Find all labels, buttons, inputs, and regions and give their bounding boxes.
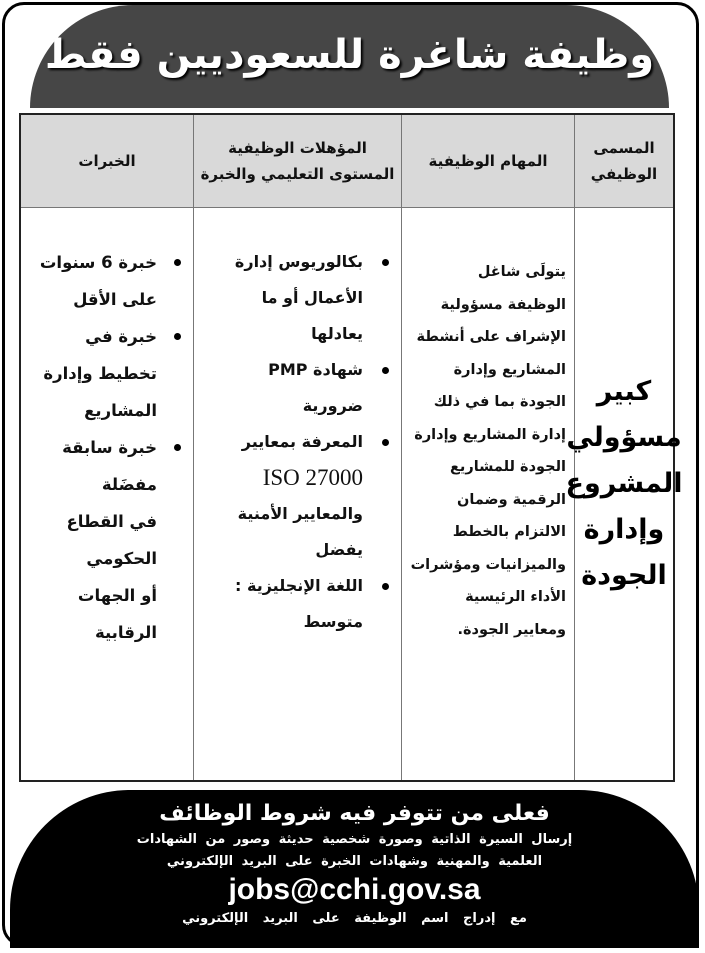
column-header-job-title — [574, 115, 673, 208]
task-line: يتولَى شاغل — [477, 264, 566, 280]
job-title-cell — [565, 208, 683, 780]
experience-line: في القطاع — [66, 512, 157, 531]
task-line: المشاريع وإدارة — [453, 361, 566, 378]
qualification-line: يعادلها — [311, 324, 363, 343]
bullet-icon — [382, 259, 389, 266]
qualification-item — [194, 568, 401, 640]
experience-line: الرقابية — [94, 623, 157, 642]
qualification-line: ISO 27000 — [262, 465, 363, 490]
tasks-cell — [401, 208, 574, 780]
header-text: المؤهلات الوظيفية — [228, 139, 367, 157]
qualification-line: المعرفة بمعايير — [241, 432, 363, 451]
experience-line: مفضَلة — [101, 475, 157, 494]
experience-line: على الأقل — [73, 290, 157, 309]
qualification-item — [194, 244, 401, 352]
task-line: الجودة بما في ذلك — [433, 394, 566, 410]
experience-cell — [21, 208, 193, 780]
qualification-line: يفضل — [315, 540, 363, 559]
contact-email[interactable]: jobs@cchi.gov.sa — [228, 873, 481, 906]
qualification-line: الأعمال أو ما — [261, 288, 363, 307]
task-line: الالتزام بالخطط — [452, 524, 566, 540]
experience-item — [21, 429, 193, 651]
bullet-icon — [174, 444, 181, 451]
qualification-item — [194, 424, 401, 568]
qualification-line: متوسط — [303, 612, 363, 631]
experience-line: المشاريع — [84, 401, 157, 420]
experience-line: خبرة في — [85, 327, 157, 346]
bullet-icon — [174, 259, 181, 266]
job-title-line: المشروع — [565, 468, 683, 499]
header-text: المسمى — [593, 139, 655, 157]
qualifications-cell — [193, 208, 401, 780]
qualification-item — [194, 352, 401, 424]
task-line: والميزانيات ومؤشرات — [410, 556, 566, 573]
experience-line: أو الجهات — [77, 586, 157, 605]
job-title-line: مسؤولي — [566, 422, 682, 453]
task-line: الأداء الرئيسية — [465, 589, 566, 605]
qualification-line: شهادة PMP — [268, 360, 363, 379]
title-banner — [30, 5, 669, 108]
task-line: الوظيفة مسؤولية — [440, 296, 566, 313]
call-to-action: فعلى من تتوفر فيه شروط الوظائف — [159, 801, 550, 826]
qualification-line: والمعايير الأمنية — [237, 504, 363, 523]
task-line: إدارة المشاريع وإدارة — [414, 426, 566, 443]
job-title-line: كبير — [596, 376, 652, 407]
job-table — [19, 113, 683, 782]
bullet-icon — [174, 333, 181, 340]
experience-line: الحكومي — [86, 549, 157, 568]
experience-line: تخطيط وإدارة — [43, 364, 157, 383]
column-header-experience — [21, 115, 193, 208]
experience-item — [21, 318, 193, 429]
job-title-line: الجودة — [581, 560, 667, 591]
job-title-line: وإدارة — [583, 514, 665, 545]
instructions-line-1: إرسال السيرة الذاتية وصورة شخصية حديثة وصور من الشهادات — [136, 832, 573, 847]
qualification-line: بكالوريوس إدارة — [234, 252, 363, 271]
task-line: الرقمية وضمان — [457, 491, 566, 508]
column-header-qualifications — [193, 115, 401, 208]
task-line: ومعايير الجودة. — [457, 621, 566, 638]
header-text: الخبرات — [78, 152, 136, 170]
column-header-tasks — [401, 115, 574, 208]
header-text: الوظيفي — [590, 165, 658, 183]
qualification-line: ضرورية — [302, 396, 363, 415]
qualification-line: اللغة الإنجليزية : — [235, 576, 363, 595]
bullet-icon — [382, 439, 389, 446]
bullet-icon — [382, 367, 389, 374]
job-title — [566, 369, 683, 599]
bullet-icon — [382, 583, 389, 590]
task-line: الإشراف على أنشطة — [416, 329, 566, 345]
page-title: وظيفة شاغرة للسعوديين فقط — [44, 31, 655, 78]
email-subject-note: مع إدراج اسم الوظيفة على البريد الإلكتروني — [182, 911, 527, 926]
header-text: المستوى التعليمي والخبرة — [200, 165, 395, 183]
experience-item — [21, 244, 193, 318]
experience-line: خبرة سابقة — [62, 438, 157, 457]
experience-line: خبرة 6 سنوات — [39, 253, 157, 272]
task-line: الجودة للمشاريع — [450, 459, 566, 475]
header-text: المهام الوظيفية — [428, 152, 548, 170]
application-banner — [10, 790, 699, 948]
instructions-line-2: العلمية والمهنية وشهادات الخبرة على البريد الإلكتروني — [166, 854, 543, 869]
